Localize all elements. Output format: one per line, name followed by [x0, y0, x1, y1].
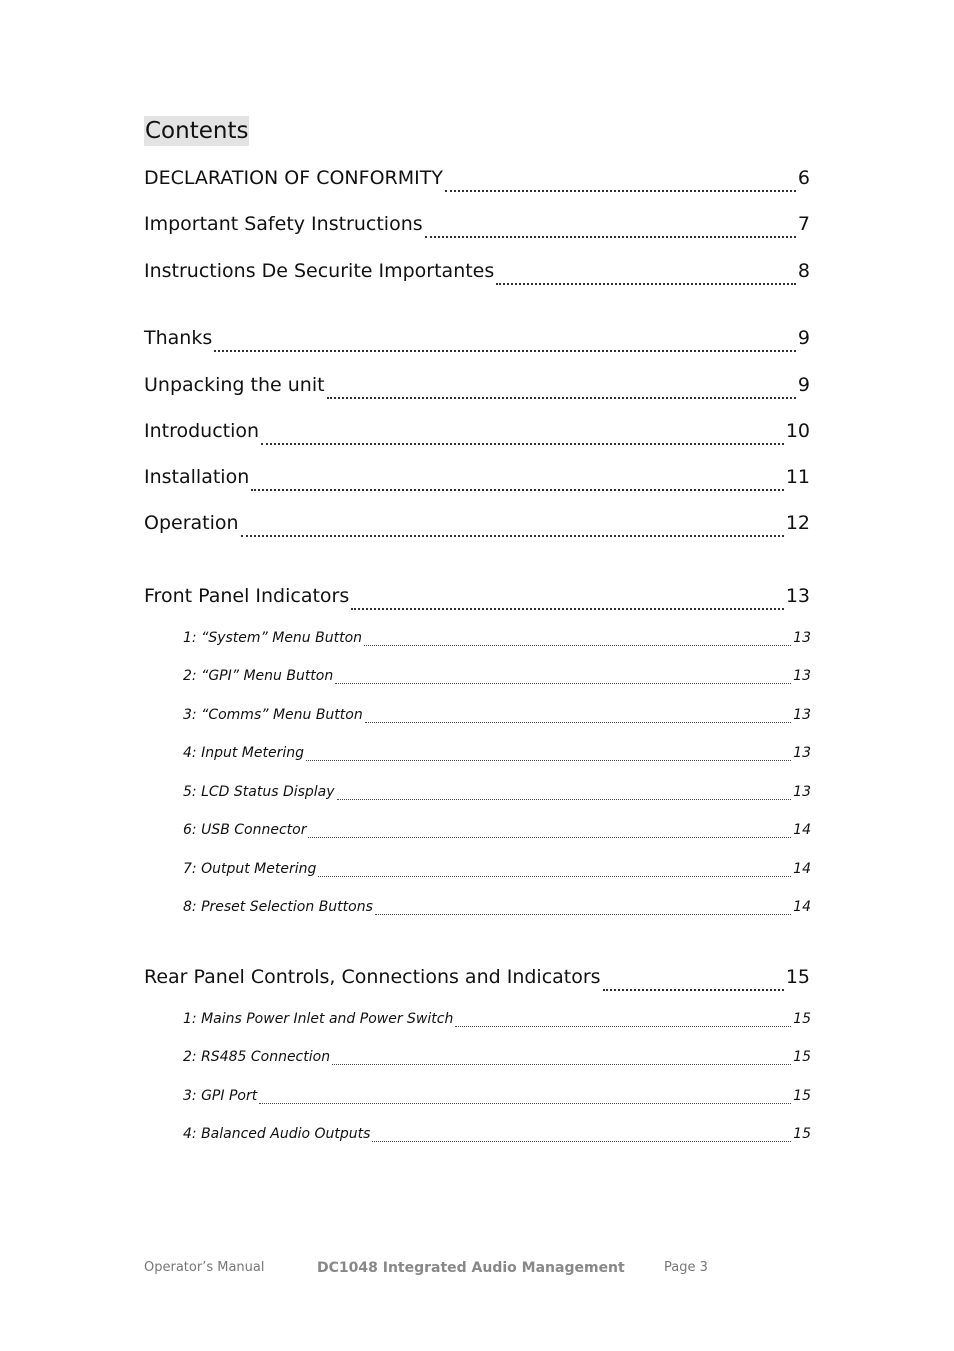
toc-entry-page: 14 [793, 861, 811, 877]
toc-entry-label: Rear Panel Controls, Connections and Indicators [144, 966, 601, 988]
toc-entry-page: 13 [793, 784, 811, 800]
toc-leader-dots [306, 760, 791, 761]
toc-leader-dots [259, 1103, 791, 1104]
toc-entry-label: Thanks [144, 327, 213, 349]
footer-manual-label: Operator’s Manual [144, 1260, 265, 1275]
toc-leader-dots [241, 535, 784, 537]
toc-entry[interactable] [183, 1088, 811, 1108]
toc-entry-label: Unpacking the unit [144, 374, 325, 396]
toc-entry-page: 13 [793, 630, 811, 646]
toc-entry[interactable] [144, 966, 810, 994]
toc-entry-page: 12 [785, 512, 810, 534]
toc-leader-dots [372, 1141, 791, 1142]
toc-entry-page: 13 [785, 585, 810, 607]
toc-entry[interactable] [183, 630, 811, 650]
toc-leader-dots [335, 683, 791, 684]
toc-entry[interactable] [183, 899, 811, 919]
toc-entry-label: 1: “System” Menu Button [183, 630, 363, 646]
footer-page-number: Page 3 [664, 1260, 708, 1275]
toc-entry-label: 4: Input Metering [183, 745, 304, 761]
toc-leader-dots [364, 645, 791, 646]
toc-leader-dots [214, 350, 796, 352]
toc-leader-dots [496, 283, 796, 285]
toc-entry-label: Important Safety Instructions [144, 213, 423, 235]
toc-entry[interactable] [183, 668, 811, 688]
toc-entry-label: 8: Preset Selection Buttons [183, 899, 373, 915]
toc-leader-dots [455, 1026, 791, 1027]
toc-entry[interactable] [144, 374, 810, 402]
toc-entry-page: 13 [793, 707, 811, 723]
footer-product-name: DC1048 Integrated Audio Management [317, 1260, 625, 1276]
toc-entry[interactable] [183, 822, 811, 842]
toc-entry[interactable] [183, 1011, 811, 1031]
toc-entry-label: 1: Mains Power Inlet and Power Switch [183, 1011, 454, 1027]
toc-entry[interactable] [144, 512, 810, 540]
toc-entry-page: 10 [785, 420, 810, 442]
toc-entry-label: Front Panel Indicators [144, 585, 350, 607]
toc-entry[interactable] [144, 466, 810, 494]
toc-leader-dots [251, 489, 784, 491]
toc-entry[interactable] [183, 745, 811, 765]
toc-entry-page: 14 [793, 899, 811, 915]
toc-leader-dots [603, 989, 784, 991]
toc-entry-label: 3: GPI Port [183, 1088, 258, 1104]
toc-entry[interactable] [183, 861, 811, 881]
toc-leader-dots [351, 608, 784, 610]
toc-leader-dots [308, 837, 791, 838]
toc-entry-label: 6: USB Connector [183, 822, 307, 838]
toc-entry-page: 13 [793, 745, 811, 761]
toc-entry[interactable] [144, 213, 810, 241]
toc-entry-label: 7: Output Metering [183, 861, 317, 877]
toc-entry-label: 3: “Comms” Menu Button [183, 707, 363, 723]
toc-entry[interactable] [144, 260, 810, 288]
toc-entry-label: Introduction [144, 420, 260, 442]
toc-entry-page: 15 [793, 1126, 811, 1142]
toc-entry-page: 8 [797, 260, 810, 282]
toc-entry-page: 7 [797, 213, 810, 235]
toc-entry[interactable] [144, 585, 810, 613]
toc-leader-dots [337, 799, 792, 800]
toc-entry[interactable] [183, 1049, 811, 1069]
toc-entry-page: 15 [793, 1011, 811, 1027]
toc-entry-label: 2: RS485 Connection [183, 1049, 331, 1065]
toc-leader-dots [425, 236, 796, 238]
toc-entry-label: Instructions De Securite Importantes [144, 260, 495, 282]
toc-entry-label: 5: LCD Status Display [183, 784, 335, 800]
toc-leader-dots [327, 397, 796, 399]
toc-entry-page: 9 [797, 374, 810, 396]
toc-entry-label: DECLARATION OF CONFORMITY [144, 167, 443, 189]
toc-entry-page: 15 [785, 966, 810, 988]
toc-entry-label: Operation [144, 512, 239, 534]
toc-entry-page: 14 [793, 822, 811, 838]
toc-entry-label: 4: Balanced Audio Outputs [183, 1126, 371, 1142]
toc-entry[interactable] [183, 784, 811, 804]
toc-entry[interactable] [144, 420, 810, 448]
toc-title: Contents [145, 118, 249, 144]
toc-leader-dots [445, 190, 796, 192]
toc-entry-label: Installation [144, 466, 250, 488]
toc-leader-dots [375, 914, 791, 915]
toc-leader-dots [261, 443, 784, 445]
toc-leader-dots [332, 1064, 791, 1065]
toc-entry-page: 15 [793, 1088, 811, 1104]
toc-leader-dots [365, 722, 791, 723]
toc-entry-page: 13 [793, 668, 811, 684]
toc-entry-label: 2: “GPI” Menu Button [183, 668, 334, 684]
toc-entry-page: 9 [797, 327, 810, 349]
toc-entry-page: 11 [785, 466, 810, 488]
toc-entry[interactable] [183, 707, 811, 727]
toc-entry[interactable] [183, 1126, 811, 1146]
toc-entry[interactable] [144, 167, 810, 195]
toc-entry-page: 15 [793, 1049, 811, 1065]
toc-leader-dots [318, 876, 791, 877]
toc-entry-page: 6 [797, 167, 810, 189]
toc-entry[interactable] [144, 327, 810, 355]
